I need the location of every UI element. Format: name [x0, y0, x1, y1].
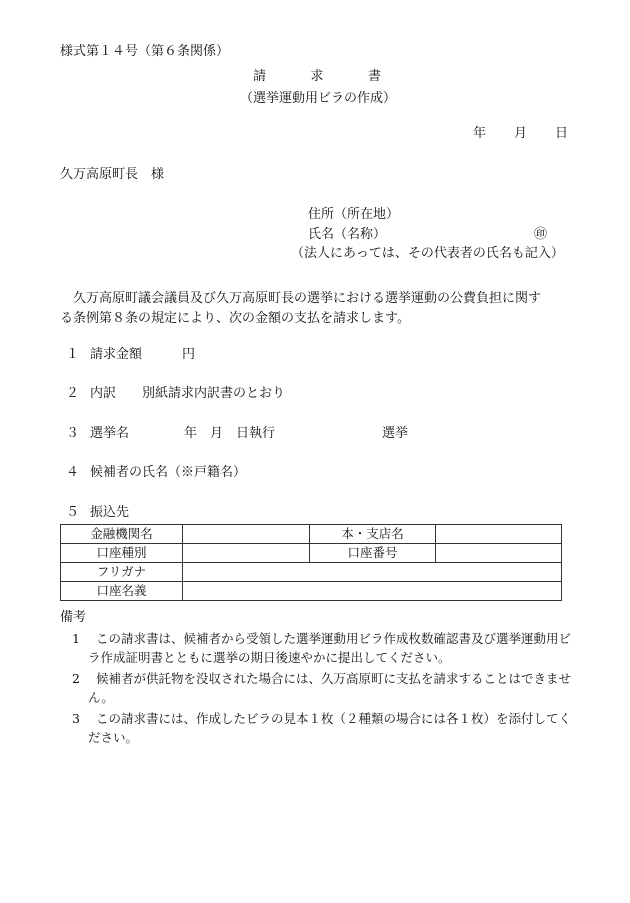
note-item: [72, 709, 572, 747]
account-number-field[interactable]: [436, 544, 562, 563]
note-line: この請求書は、候補者から受領した選挙運動用ビラ作成枚数確認書及び選挙運動用ビ: [96, 631, 572, 646]
note-line: この請求書には、作成したビラの見本１枚（２種類の場合には各１枚）を添付してく: [96, 711, 572, 726]
note-line: ださい。: [88, 730, 139, 745]
breakdown-label: 内訳: [90, 386, 117, 401]
document-title: [253, 69, 381, 85]
body-text-line: 久万高原町議会議員及び久万高原町長の選挙における選挙運動の公費負担に関す: [73, 291, 542, 306]
account-type-field[interactable]: [183, 544, 310, 563]
date-day: 日: [555, 126, 569, 141]
title-char: 求: [310, 69, 324, 84]
candidate-name-label: 候補者の氏名（※戸籍名）: [90, 465, 247, 480]
table-row: [61, 544, 562, 563]
election-date-month: 月: [210, 426, 224, 441]
note-text: [88, 669, 572, 707]
election-suffix: 選挙: [382, 426, 409, 441]
item-number: ４: [66, 465, 80, 480]
transfer-destination-label: 振込先: [90, 505, 130, 520]
seal-mark: ㊞: [534, 227, 548, 242]
table-row: [61, 563, 562, 582]
date-year: 年: [473, 126, 487, 141]
yen-unit: 円: [182, 347, 196, 362]
account-number-label: 口座番号: [310, 544, 436, 563]
account-type-label: 口座種別: [61, 544, 183, 563]
item-number: １: [66, 347, 80, 362]
claim-amount-label: 請求金額: [90, 347, 143, 362]
note-text: [88, 629, 572, 667]
bank-name-field[interactable]: [183, 525, 310, 544]
addressee: 久万高原町長 様: [60, 167, 165, 182]
note-item: [72, 629, 572, 667]
election-date-day: 日執行: [236, 426, 276, 441]
note-number: 1: [72, 631, 80, 646]
corporate-note: （法人にあっては、その代表者の氏名も記入）: [291, 246, 564, 261]
note-line: 候補者が供託物を没収された場合には、久万高原町に支払を請求することはできませ: [96, 671, 572, 686]
branch-label: 本・支店名: [310, 525, 436, 544]
title-char: 書: [367, 69, 381, 84]
document-subtitle: （選挙運動用ビラの作成）: [240, 91, 397, 106]
note-line: ラ作成証明書とともに選挙の期日後速やかに提出してください。: [88, 650, 451, 665]
notes-heading: 備考: [60, 610, 87, 625]
note-item: [72, 669, 572, 707]
body-text-line: る条例第８条の規定により、次の金額の支払を請求します。: [60, 311, 410, 326]
item-number: ２: [66, 386, 80, 401]
furigana-field[interactable]: [183, 563, 562, 582]
date-month: 月: [514, 126, 528, 141]
branch-field[interactable]: [436, 525, 562, 544]
table-row: [61, 525, 562, 544]
address-label: 住所（所在地）: [308, 207, 400, 222]
note-text: [88, 709, 572, 747]
note-line: ん。: [88, 690, 114, 705]
bank-name-label: 金融機関名: [61, 525, 183, 544]
election-name-label: 選挙名: [90, 426, 130, 441]
title-char: 請: [253, 69, 267, 84]
bank-account-table: [60, 524, 562, 601]
election-date-year: 年: [184, 426, 198, 441]
breakdown-value: 別紙請求内訳書のとおり: [142, 386, 286, 401]
account-holder-label: 口座名義: [61, 582, 183, 601]
table-row: [61, 582, 562, 601]
form-number: 様式第１４号（第６条関係）: [60, 44, 230, 59]
account-holder-field[interactable]: [183, 582, 562, 601]
note-number: 3: [72, 711, 80, 726]
item-number: ５: [66, 505, 80, 520]
note-number: 2: [72, 671, 80, 686]
name-label: 氏名（名称）: [308, 227, 387, 242]
item-number: ３: [66, 426, 80, 441]
furigana-label: フリガナ: [61, 563, 183, 582]
